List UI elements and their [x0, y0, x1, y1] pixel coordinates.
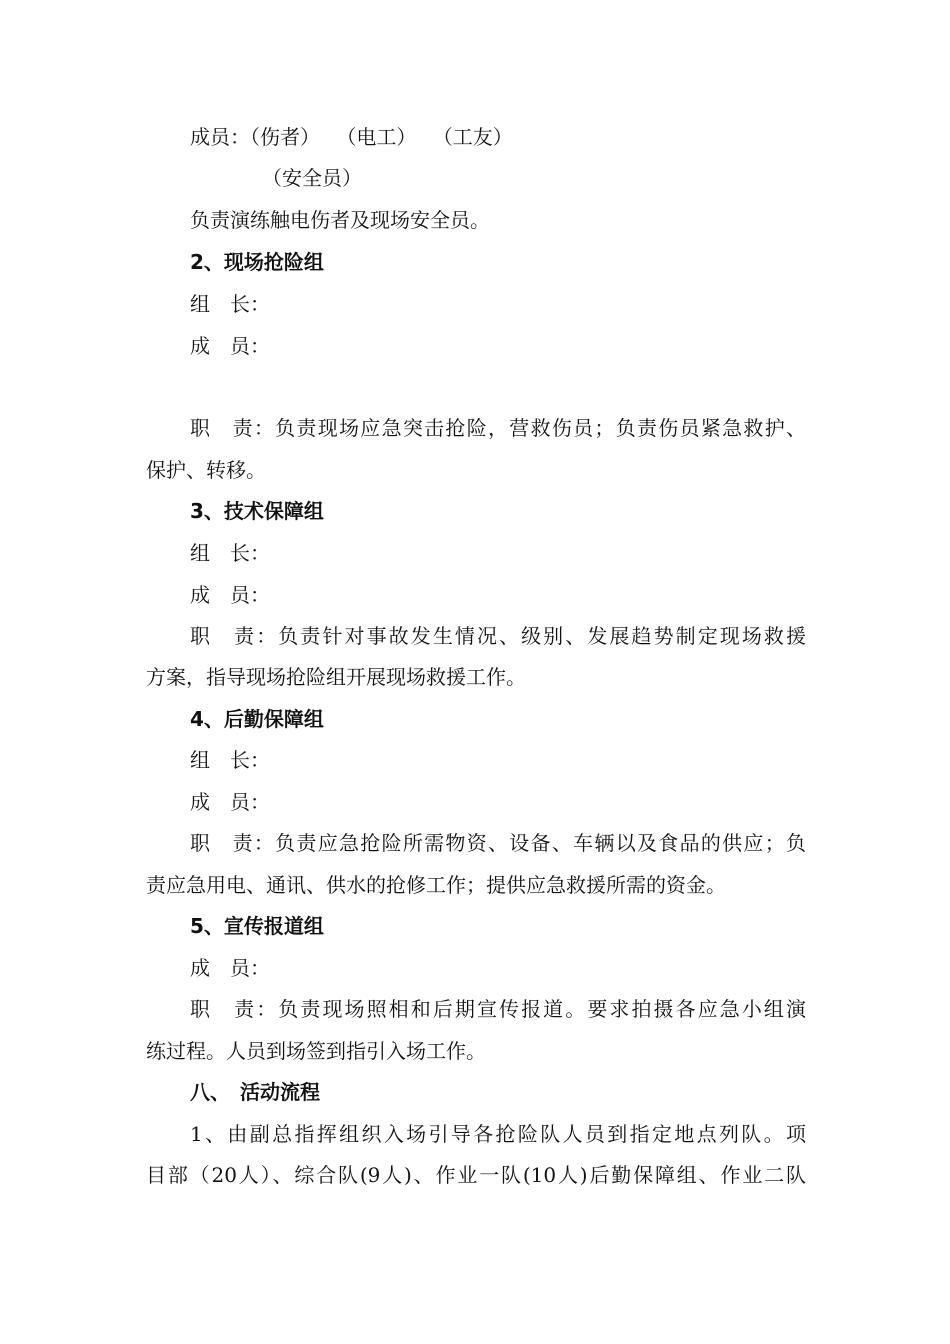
section-heading: 3、技术保障组	[190, 499, 324, 523]
body-text: 负责演练触电伤者及现场安全员。	[190, 208, 490, 232]
chapter-heading: 八、 活动流程	[190, 1080, 320, 1104]
section-heading: 4、后勤保障组	[190, 707, 324, 731]
duty-line-cont: 练过程。人员到场签到指引入场工作。	[146, 1039, 486, 1063]
duty-line: 职 责：负责针对事故发生情况、级别、发展趋势制定现场救援	[190, 624, 806, 648]
members-line: 成 员：	[190, 583, 270, 607]
duty-line: 职 责：负责应急抢险所需物资、设备、车辆以及食品的供应；负	[190, 831, 806, 855]
members-line: 成 员：	[190, 334, 270, 358]
leader-line: 组 长：	[190, 748, 270, 772]
process-line: 1、由副总指挥组织入场引导各抢险队人员到指定地点列队。项	[190, 1122, 806, 1146]
leader-line: 组 长：	[190, 541, 270, 565]
duty-line: 职 责：负责现场照相和后期宣传报道。要求拍摄各应急小组演	[190, 997, 806, 1021]
duty-line: 职 责：负责现场应急突击抢险，营救伤员；负责伤员紧急救护、	[190, 416, 806, 440]
members-line-cont: （安全员）	[262, 166, 362, 190]
duty-line-cont: 责应急用电、通讯、供水的抢修工作；提供应急救援所需的资金。	[146, 873, 726, 897]
process-line-cont: 目部（20人）、综合队(9人)、作业一队(10人)后勤保障组、作业二队	[146, 1163, 806, 1187]
section-heading: 5、宣传报道组	[190, 914, 324, 938]
duty-line-cont: 保护、转移。	[146, 458, 266, 482]
members-line: 成员：（伤者） （电工） （工友）	[190, 125, 513, 149]
duty-line-cont: 方案，指导现场抢险组开展现场救援工作。	[146, 665, 526, 689]
members-line: 成 员：	[190, 790, 270, 814]
section-heading: 2、现场抢险组	[190, 250, 324, 274]
members-line: 成 员：	[190, 956, 270, 980]
leader-line: 组 长：	[190, 292, 270, 316]
